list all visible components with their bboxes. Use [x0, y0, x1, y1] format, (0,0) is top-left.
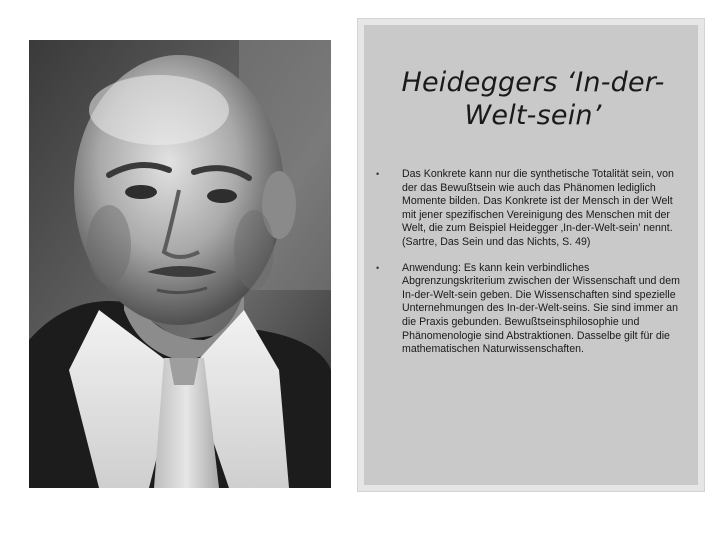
slide-title: Heideggers ‘In-der-Welt-sein’ — [401, 67, 665, 131]
bullet-marker: • — [376, 169, 380, 179]
bullet-item — [372, 262, 686, 357]
bullet-text: Das Konkrete kann nur die synthetische Totalität sein, von der das Bewußtsein wie auch das Phänomen lediglich Momente bilden. Das Konkrete ist der Mensch in der Welt mit jener spezifischen Vereinigung des Menschen mit der Welt, die zum Beispiel Heidegger ‚In-der-Welt-sein’ nennt. (Sartre, Das Sein und das Nichts, S. 49) — [402, 168, 674, 248]
bullet-marker: • — [376, 262, 380, 273]
bullet-text: Anwendung: Es kann kein verbindliches Abgrenzungskriterium zwischen der Wissenschaft und dem In-der-Welt-sein geben. Die Wissenschaften sind spezielle Unternehmungen des In-der-Welt-seins. Sie sind immer an die Praxis gebunden. Bewußtseinsphilosophie und Phänomenologie sind Abstraktionen. Dasselbe gilt für die mathematischen Naturwissenschaften. — [402, 261, 680, 356]
bullet-list — [372, 168, 686, 369]
portrait-illustration — [29, 40, 331, 488]
portrait-photo — [29, 40, 331, 488]
bullet-item — [372, 168, 686, 250]
